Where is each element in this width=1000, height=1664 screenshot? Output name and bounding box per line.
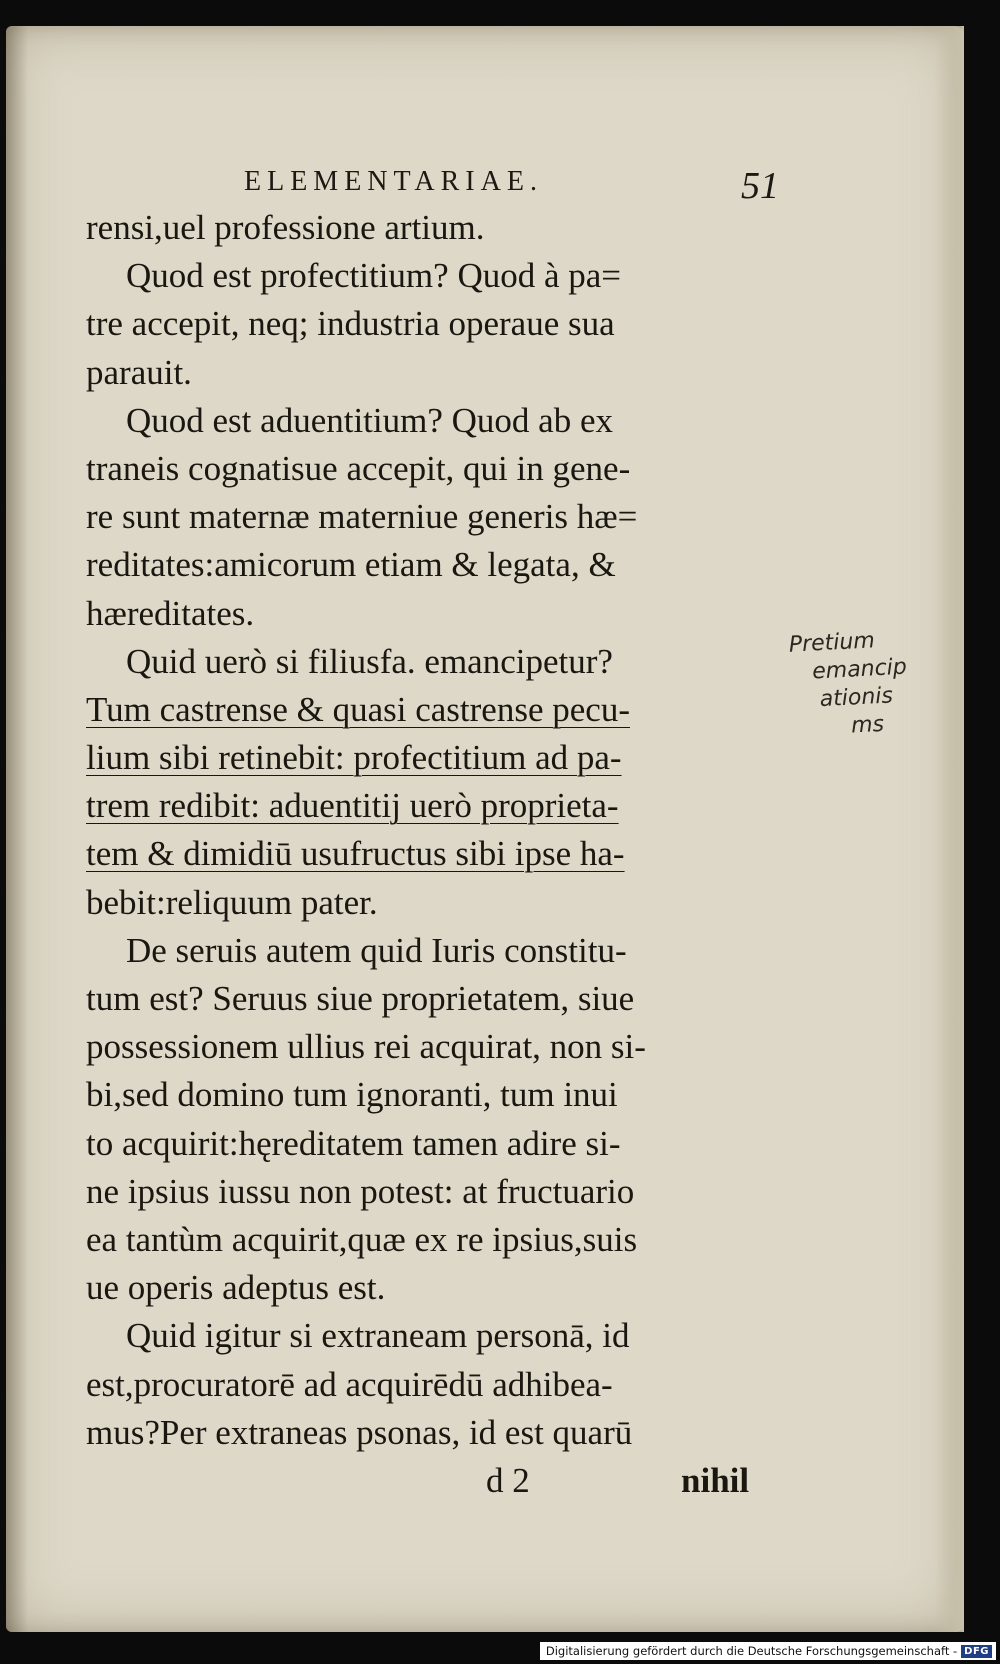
text-line-4: parauit. — [86, 352, 192, 392]
text-line-16: De seruis autem quid Iuris constitu- — [126, 930, 627, 970]
text-line-2: Quod est profectitium? Quod à pa= — [126, 256, 622, 296]
marginal-line-1: Pretium — [788, 628, 876, 658]
marginal-line-2: emancip — [811, 654, 908, 685]
text-line-26: mus?Per extraneas psonas, id est quarū — [86, 1412, 633, 1452]
text-line-1: rensi,uel professione artium. — [86, 208, 485, 247]
text-line-10: Quid uerò si filiusfa. emancipetur? — [126, 641, 613, 681]
text-line-25: est,procuratorē ad acquirēdū adhibea- — [86, 1364, 613, 1404]
text-line-19: bi,sed domino tum ignoranti, tum inui — [86, 1075, 618, 1115]
dfg-logo: DFG — [961, 1645, 992, 1658]
text-line-9: hæreditates. — [86, 593, 255, 633]
handwritten-marginal-note — [788, 624, 934, 743]
text-line-15: bebit:reliquum pater. — [86, 882, 378, 922]
page-number: 51 — [741, 165, 779, 207]
running-head: ELEMENTARIAE. — [244, 166, 543, 197]
text-line-14: tem & dimidiū usufructus sibi ipse ha- — [86, 834, 625, 874]
text-line-12: lium sibi retinebit: profectitium ad pa- — [86, 738, 622, 778]
text-line-23: ue operis adeptus est. — [86, 1268, 386, 1308]
text-line-13: trem redibit: aduentitij uerò proprieta- — [86, 786, 619, 826]
text-line-8: reditates:amicorum etiam & legata, & — [86, 545, 616, 585]
page-edge-shadow — [934, 26, 964, 1632]
text-line-17: tum est? Seruus siue proprietatem, siue — [86, 979, 635, 1018]
signature-mark: d 2 — [486, 1460, 530, 1500]
text-line-11: Tum castrense & quasi castrense pecu- — [86, 689, 630, 729]
marginal-line-4: ms — [850, 711, 885, 739]
text-block — [86, 204, 786, 1505]
credit-text: Digitalisierung gefördert durch die Deutsche Forschungsgemeinschaft - — [545, 1644, 958, 1658]
text-line-22: ea tantùm acquirit,quæ ex re ipsius,suis — [86, 1219, 638, 1259]
text-line-18: possessionem ullius rei acquirat, non si- — [86, 1027, 646, 1067]
text-line-7: re sunt maternæ materniue generis hæ= — [86, 497, 638, 537]
text-line-20: to acquirit:hęreditatem tamen adire si- — [86, 1123, 621, 1163]
marginal-line-3: ationis — [819, 683, 894, 713]
catchword: nihil — [681, 1460, 750, 1500]
book-page — [6, 26, 964, 1632]
text-line-5: Quod est aduentitium? Quod ab ex — [126, 400, 613, 440]
digitization-credit — [540, 1642, 996, 1660]
page-spine-shadow — [6, 26, 28, 1632]
text-line-24: Quid igitur si extraneam personā, id — [126, 1316, 630, 1356]
text-line-6: traneis cognatisue accepit, qui in gene- — [86, 448, 631, 488]
text-line-21: ne ipsius iussu non potest: at fructuario — [86, 1171, 635, 1211]
catchline — [86, 1457, 786, 1505]
text-line-3: tre accepit, neq; industria operaue sua — [86, 304, 615, 344]
